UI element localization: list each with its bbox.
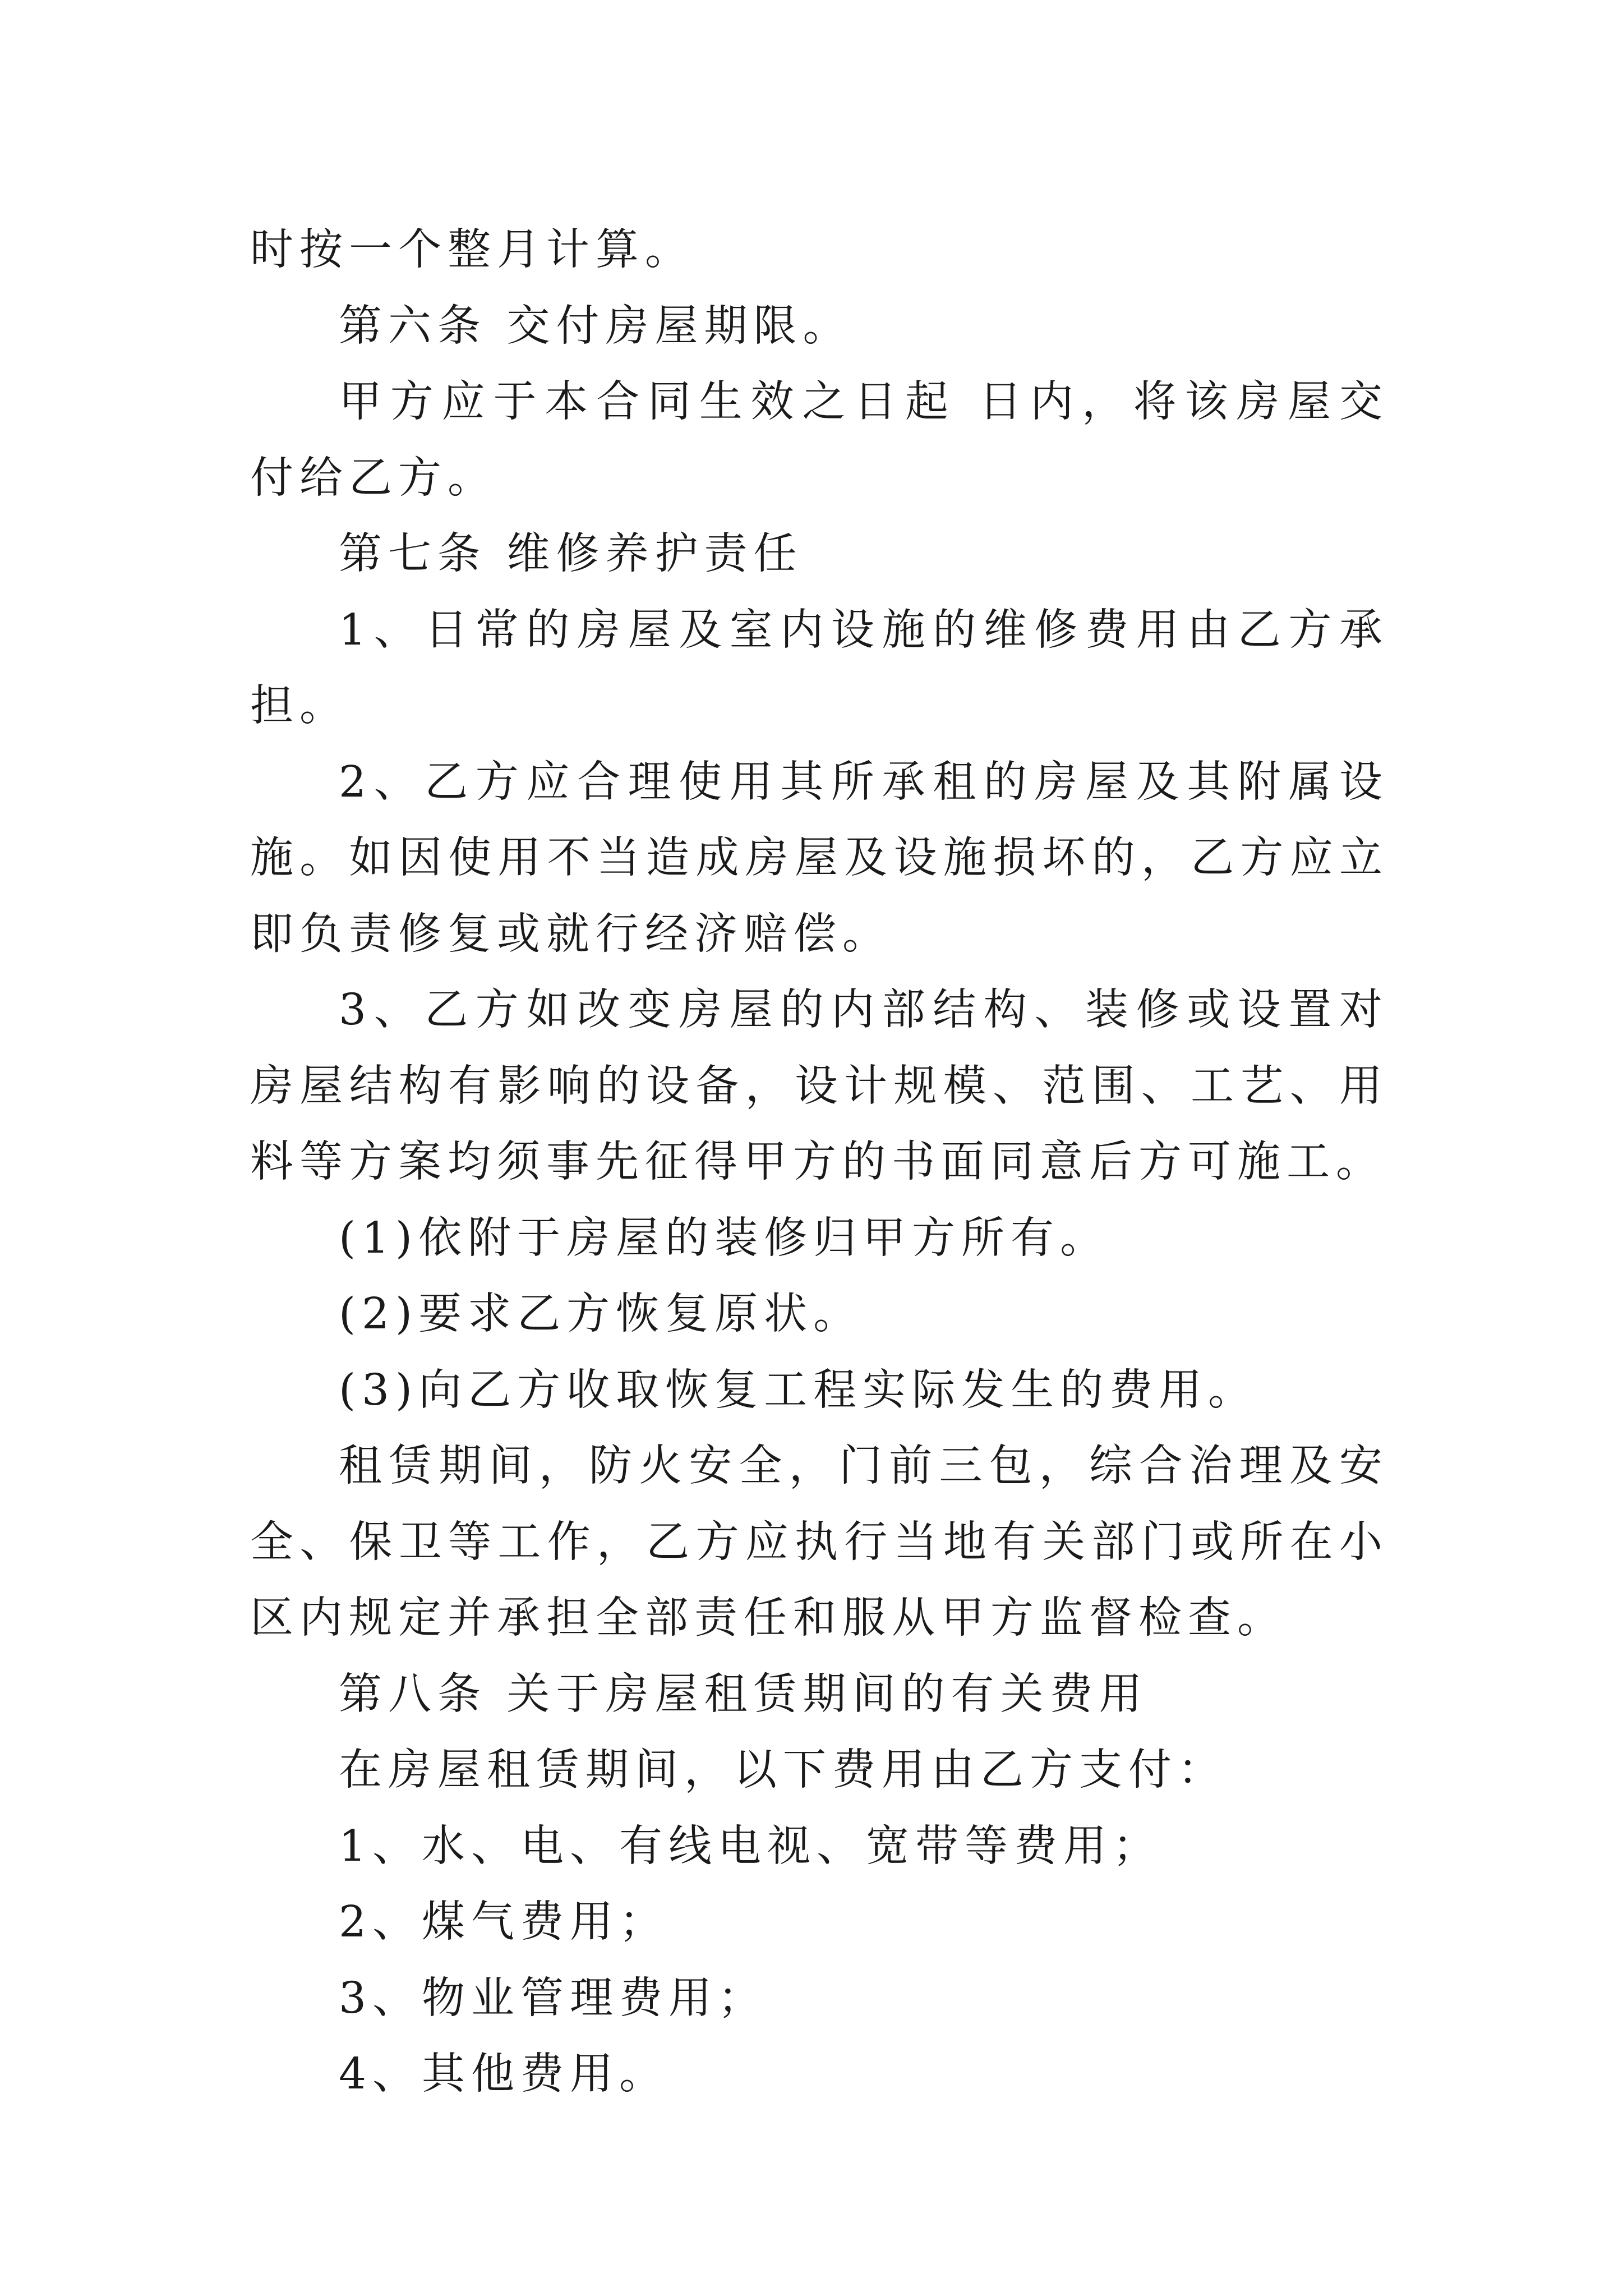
article-7-subitem-3: (3)向乙方收取恢复工程实际发生的费用。 — [339, 1365, 1258, 1415]
paragraph-continuation: 时按一个整月计算。 — [250, 225, 694, 275]
article-8-item-3: 3、物业管理费用； — [339, 1973, 767, 2023]
article-7-item-1: 1、日常的房屋及室内设施的维修费用由乙方承担。 — [250, 605, 1389, 731]
lease-safety-paragraph: 租赁期间，防火安全，门前三包，综合治理及安全、保卫等工作，乙方应执行当地有关部门或所在小区内规定并承担全部责任和服从甲方监督检查。 — [250, 1441, 1389, 1643]
article-8-item-1: 1、水、电、有线电视、宽带等费用； — [339, 1821, 1162, 1871]
article-8-item-2: 2、煤气费用； — [339, 1897, 668, 1947]
article-8-intro: 在房屋租赁期间，以下费用由乙方支付： — [339, 1745, 1227, 1795]
article-8-item-4: 4、其他费用。 — [339, 2049, 668, 2099]
article-7-item-3: 3、乙方如改变房屋的内部结构、装修或设置对房屋结构有影响的设备，设计规模、范围、工艺、用料等方案均须事先征得甲方的书面同意后方可施工。 — [250, 985, 1389, 1187]
article-6-heading: 第六条 交付房屋期限。 — [339, 301, 852, 351]
article-7-heading: 第七条 维修养护责任 — [339, 529, 803, 579]
article-8-heading: 第八条 关于房屋租赁期间的有关费用 — [339, 1669, 1149, 1719]
article-7-item-2: 2、乙方应合理使用其所承租的房屋及其附属设施。如因使用不当造成房屋及设施损坏的，乙方应立即负责修复或就行经济赔偿。 — [250, 757, 1389, 959]
document-body — [250, 212, 1389, 2113]
article-7-subitem-2: (2)要求乙方恢复原状。 — [339, 1289, 863, 1339]
article-7-subitem-1: (1)依附于房屋的装修归甲方所有。 — [339, 1213, 1110, 1263]
article-6-text: 甲方应于本合同生效之日起 日内，将该房屋交付给乙方。 — [250, 377, 1389, 503]
